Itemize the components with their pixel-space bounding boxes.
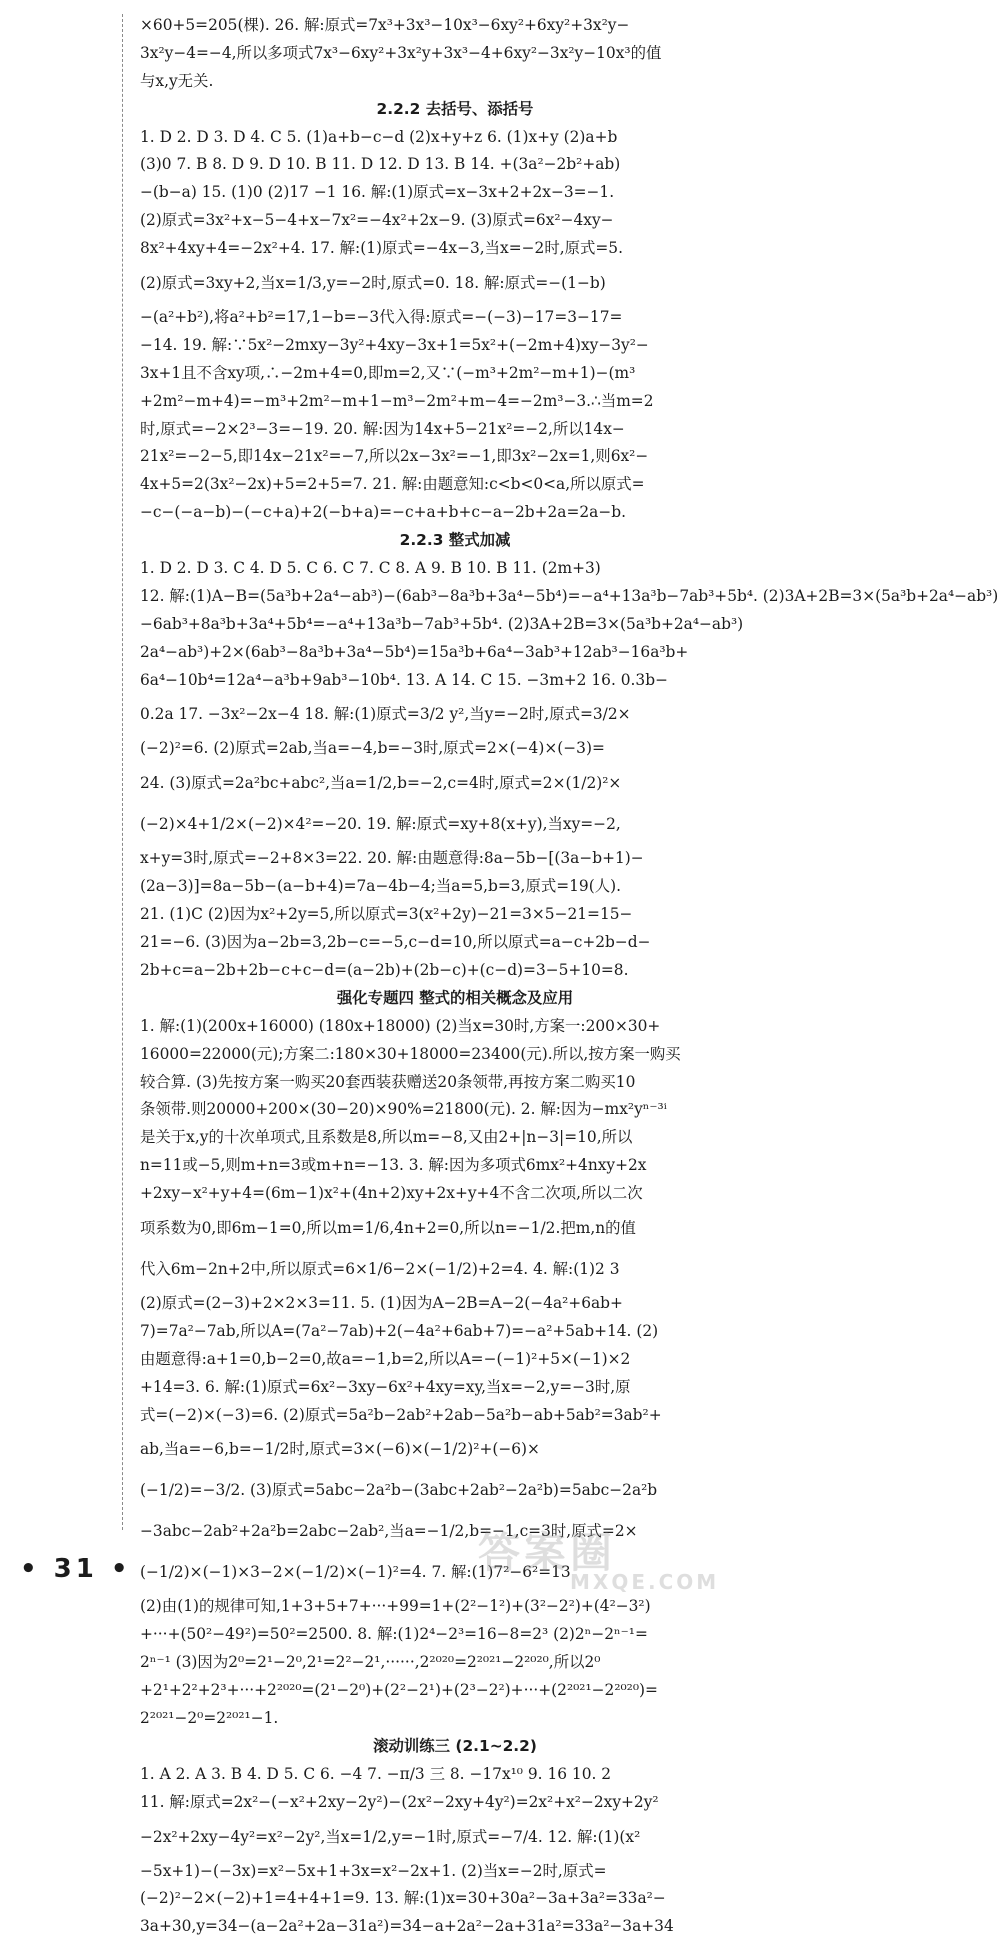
page-number: • 31 • <box>20 1554 132 1584</box>
answer-line: 21x²=−2−5,即14x−21x²=−7,所以2x−3x²=−1,即3x²−2x=1,则6x²− <box>140 447 649 466</box>
section-heading: 2.2.2 去括号、添括号 <box>376 99 534 118</box>
answer-line: 1. A 2. A 3. B 4. D 5. C 6. −4 7. −π/3 三 8. −17x¹⁰ 9. 16 10. 2 <box>140 1764 612 1783</box>
watermark-logo: 答案圈 <box>478 1528 617 1577</box>
answer-line: 1. D 2. D 3. D 4. C 5. (1)a+b−c−d (2)x+y+z 6. (1)x+y (2)a+b <box>140 127 618 146</box>
answer-line: 1. D 2. D 3. C 4. D 5. C 6. C 7. C 8. A 9. B 10. B 11. (2m+3) <box>140 559 601 578</box>
answer-line: 式=(−2)×(−3)=6. (2)原式=5a²b−2ab²+2ab−5a²b−ab+5ab²=3ab²+ <box>140 1405 662 1424</box>
answer-line: 24. (3)原式=2a²bc+abc²,当a=1/2,b=−2,c=4时,原式=2×(1/2)²× <box>140 774 622 793</box>
answer-line: −2x²+2xy−4y²=x²−2y²,当x=1/2,y=−1时,原式=−7/4. 12. 解:(1)(x² <box>140 1827 641 1846</box>
answer-line: 12. 解:(1)A−B=(5a³b+2a⁴−ab³)−(6ab³−8a³b+3a⁴−5b⁴)=−a⁴+13a³b−7ab³+5b⁴. (2)3A+2B=3×(5a³b+2a⁴−ab³) <box>140 586 998 605</box>
answer-line: (−1/2)×(−1)×3−2×(−1/2)×(−1)²=4. 7. 解:(1)7²−6²=13 <box>140 1563 571 1582</box>
answer-line: +2xy−x²+y+4=(6m−1)x²+(4n+2)xy+2x+y+4不含二次项,所以二次 <box>140 1184 643 1203</box>
answer-line: −6ab³+8a³b+3a⁴+5b⁴=−a⁴+13a³b−7ab³+5b⁴. (2)3A+2B=3×(5a³b+2a⁴−ab³) <box>140 614 744 633</box>
answer-line: (−1/2)=−3/2. (3)原式=5abc−2a²b−(3abc+2ab²−2a²b)=5abc−2a²b <box>140 1481 658 1500</box>
answer-line: −(a²+b²),将a²+b²=17,1−b=−3代入得:原式=−(−3)−17=3−17= <box>140 308 623 327</box>
answer-line: 16000=22000(元);方案二:180×30+18000=23400(元).所以,按方案一购买 <box>140 1044 681 1063</box>
answer-line: −(b−a) 15. (1)0 (2)17 −1 16. 解:(1)原式=x−3x+2+2x−3=−1. <box>140 183 615 202</box>
answer-line: 21=−6. (3)因为a−2b=3,2b−c=−5,c−d=10,所以原式=a−c+2b−d− <box>140 933 651 952</box>
answer-line: 2²⁰²¹−2⁰=2²⁰²¹−1. <box>140 1708 279 1727</box>
answer-line: 由题意得:a+1=0,b−2=0,故a=−1,b=2,所以A=−(−1)²+5×(−1)×2 <box>140 1349 631 1368</box>
answer-line: 项系数为0,即6m−1=0,所以m=1/6,4n+2=0,所以n=−1/2.把m,n的值 <box>140 1218 636 1237</box>
answer-line: (2)原式=3x²+x−5−4+x−7x²=−4x²+2x−9. (3)原式=6x²−4xy− <box>140 211 614 230</box>
answer-line: 与x,y无关. <box>140 71 214 90</box>
answer-line: 21. (1)C (2)因为x²+2y=5,所以原式=3(x²+2y)−21=3×5−21=15− <box>140 905 633 924</box>
watermark <box>478 1520 778 1596</box>
answer-line: ×60+5=205(棵). 26. 解:原式=7x³+3x³−10x³−6xy²+6xy²+3x²y− <box>140 16 630 34</box>
answer-line: 6a⁴−10b⁴=12a⁴−a³b+9ab³−10b⁴. 13. A 14. C 15. −3m+2 16. 0.3b− <box>140 670 668 689</box>
answer-line: 时,原式=−2×2³−3=−19. 20. 解:因为14x+5−21x²=−2,所以14x− <box>140 419 625 438</box>
answer-line: 1. 解:(1)(200x+16000) (180x+18000) (2)当x=30时,方案一:200×30+ <box>140 1016 661 1035</box>
answer-line: 7)=7a²−7ab,所以A=(7a²−7ab)+2(−4a²+6ab+7)=−a²+5ab+14. (2) <box>140 1321 659 1340</box>
answer-line: (2)原式=3xy+2,当x=1/3,y=−2时,原式=0. 18. 解:原式=−(1−b) <box>140 274 606 293</box>
answer-line: 3x²y−4=−4,所以多项式7x³−6xy²+3x²y+3x³−4+6xy²−3x²y−10x³的值 <box>140 43 662 62</box>
watermark-url: MXQE.COM <box>570 1570 720 1594</box>
section-heading: 强化专题四 整式的相关概念及应用 <box>336 988 574 1007</box>
answer-line: 较合算. (3)先按方案一购买20套西装获赠送20条领带,再按方案二购买10 <box>140 1072 636 1091</box>
answer-line: 2a⁴−ab³)+2×(6ab³−8a³b+3a⁴−5b⁴)=15a³b+6a⁴−3ab³+12ab³−16a³b+ <box>140 642 689 661</box>
answer-line: +2¹+2²+2³+···+2²⁰²⁰=(2¹−2⁰)+(2²−2¹)+(2³−2²)+···+(2²⁰²¹−2²⁰²⁰)= <box>140 1681 658 1700</box>
answer-line: (−2)×4+1/2×(−2)×4²=−20. 19. 解:原式=xy+8(x+y),当xy=−2, <box>140 815 621 834</box>
answer-line: 8x²+4xy+4=−2x²+4. 17. 解:(1)原式=−4x−3,当x=−2时,原式=5. <box>140 239 623 258</box>
answer-line: +14=3. 6. 解:(1)原式=6x²−3xy−6x²+4xy=xy,当x=−2,y=−3时,原 <box>140 1377 631 1396</box>
answer-line: (2a−3)]=8a−5b−(a−b+4)=7a−4b−4;当a=5,b=3,原式=19(人). <box>140 877 621 896</box>
answer-content <box>140 12 998 1941</box>
answer-line: −c−(−a−b)−(−c+a)+2(−b+a)=−c+a+b+c−a−2b+2a=2a−b. <box>140 503 626 522</box>
answer-line: n=11或−5,则m+n=3或m+n=−13. 3. 解:因为多项式6mx²+4nxy+2x <box>140 1156 647 1175</box>
answer-line: ab,当a=−6,b=−1/2时,原式=3×(−6)×(−1/2)²+(−6)× <box>140 1440 540 1459</box>
answer-line: 11. 解:原式=2x²−(−x²+2xy−2y²)−(2x²−2xy+4y²)=2x²+x²−2xy+2y² <box>140 1792 659 1811</box>
answer-line: −14. 19. 解:∵5x²−2mxy−3y²+4xy−3x+1=5x²+(−2m+4)xy−3y²− <box>140 335 649 354</box>
answer-line: (2)原式=(2−3)+2×2×3=11. 5. (1)因为A−2B=A−2(−4a²+6ab+ <box>140 1293 623 1312</box>
answer-line: (−2)²=6. (2)原式=2ab,当a=−4,b=−3时,原式=2×(−4)×(−3)= <box>140 739 605 758</box>
answer-line: 2b+c=a−2b+2b−c+c−d=(a−2b)+(2b−c)+(c−d)=3−5+10=8. <box>140 960 629 979</box>
answer-line: (−2)²−2×(−2)+1=4+4+1=9. 13. 解:(1)x=30+30a²−3a+3a²=33a²− <box>140 1889 666 1908</box>
section-heading: 2.2.3 整式加减 <box>399 531 511 550</box>
answer-line: 是关于x,y的十次单项式,且系数是8,所以m=−8,又由2+|n−3|=10,所以 <box>140 1128 633 1147</box>
answer-line: (2)由(1)的规律可知,1+3+5+7+···+99=1+(2²−1²)+(3²−2²)+(4²−3²) <box>140 1597 651 1616</box>
dashed-binding-line <box>122 14 123 1530</box>
section-heading: 滚动训练三 (2.1~2.2) <box>373 1736 537 1755</box>
answer-line: 条领带.则20000+200×(30−20)×90%=21800(元). 2. 解:因为−mx²yⁿ⁻³ⁱ <box>140 1100 667 1119</box>
answer-line: (3)0 7. B 8. D 9. D 10. B 11. D 12. D 13. B 14. +(3a²−2b²+ab) <box>140 155 621 174</box>
answer-line: 4x+5=2(3x²−2x)+5=2+5=7. 21. 解:由题意知:c<b<0<a,所以原式= <box>140 475 645 494</box>
answer-line: 3x+1且不含xy项,∴−2m+4=0,即m=2,又∵(−m³+2m²−m+1)−(m³ <box>140 363 636 382</box>
answer-line: −3abc−2ab²+2a²b=2abc−2ab²,当a=−1/2,b=−1,c=3时,原式=2× <box>140 1522 638 1541</box>
answer-line: x+y=3时,原式=−2+8×3=22. 20. 解:由题意得:8a−5b−[(3a−b+1)− <box>140 849 644 868</box>
answer-line: 2ⁿ⁻¹ (3)因为2⁰=2¹−2⁰,2¹=2²−2¹,······,2²⁰²⁰=2²⁰²¹−2²⁰²⁰,所以2⁰ <box>140 1653 601 1672</box>
answer-line: 代入6m−2n+2中,所以原式=6×1/6−2×(−1/2)+2=4. 4. 解:(1)2 3 <box>140 1259 620 1278</box>
answer-line: −5x+1)−(−3x)=x²−5x+1+3x=x²−2x+1. (2)当x=−2时,原式= <box>140 1861 607 1880</box>
answer-line: 3a+30,y=34−(a−2a²+2a−31a²)=34−a+2a²−2a+31a²=33a²−3a+34 <box>140 1917 674 1936</box>
answer-line: 0.2a 17. −3x²−2x−4 18. 解:(1)原式=3/2 y²,当y=−2时,原式=3/2× <box>140 705 631 724</box>
answer-line: +···+(50²−49²)=50²=2500. 8. 解:(1)2⁴−2³=16−8=2³ (2)2ⁿ−2ⁿ⁻¹= <box>140 1625 648 1644</box>
answer-line: +2m²−m+4)=−m³+2m²−m+1−m³−2m²+m−4=−2m³−3.∴当m=2 <box>140 391 654 410</box>
